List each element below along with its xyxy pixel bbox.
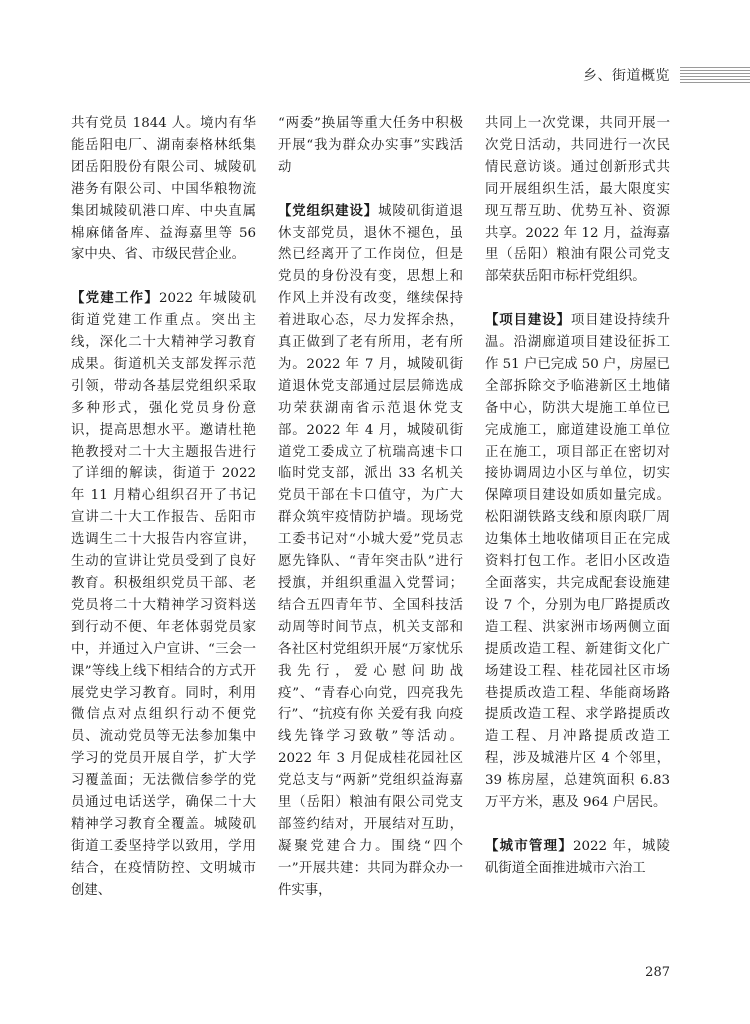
paragraph [485, 310, 670, 814]
section-heading: 【党建工作】 [71, 291, 159, 307]
paragraph-text: 项目建设持续升温。沿湖廊道项目建设征拆工作 51 户已完成 50 户，房屋已全部拆除交予临港新区土地储备中心，防洪大堤施工单位已完成施工，廊道建设施工单位正在施工，项目部正在密切对接协调周边小区与单位，切实保障项目建设如质如量完成。松阳湖铁路支线和原肉联厂周边集体土地收储项目正在完成资料打包工作。老旧小区改造全面落实，共完成配套设施建设 7 个，分别为电厂路提质改造工程、洪家洲市场两侧立面提质改造工程、新建街文化广场建设工程、桂花园社区市场巷提质改造工程、华能商场路提质改造工程、求学路提质改造工程、月冲路提质改造工程，涉及城港片区 4 个邻里，39 栋房屋，总建筑面积 6.83 万平方米，惠及 964 户居民。 [485, 313, 671, 811]
paragraph-text: 2022 年，城陵矶街道全面推进城市六治工 [485, 838, 670, 876]
text-column-1 [71, 113, 256, 902]
section-title: 乡、街道概览 [583, 68, 670, 84]
paragraph-text: 2022 年城陵矶街道党建工作重点。突出主线，深化二十大精神学习教育成果。街道机关支部发挥示范引领，带动各基层党组织采取多种形式，强化党员身份意识，提高思想水平。邀请杜艳艳教授对二十大主题报告进行了详细的解读，街道于 2022 年 11 月精心组织召开了书记宣讲二十大工作报告、岳阳市选调生二十大报告内容宣讲，生动的宣讲让党员受到了良好教育。积极组织党员干部、老党员将二十大精神学习资料送到行动不便、年老体弱党员家中，并通过入户宣讲、“三会一课”等线上线下相结合的方式开展党史学习教育。同时，利用微信点对点组织行动不便党员、流动党员等无法参加集中学习的党员开展自学，扩大学习覆盖面；无法微信参学的党员通过电话送学，确保二十大精神学习教育全覆盖。城陵矶街道工委坚持学以致用，学用结合，在疫情防控、文明城市创建、 [71, 291, 256, 898]
text-column-2 [278, 113, 463, 902]
text-column-3 [485, 113, 670, 880]
paragraph [278, 113, 463, 179]
section-heading: 【项目建设】 [485, 313, 571, 329]
paragraph [278, 201, 463, 902]
paragraph-text: 城陵矶街道退休支部党员，退休不褪色，虽然已经离开了工作岗位，但是党员的身份没有变，思想上和作风上并没有改变，继续保持着进取心态，尽力发挥余热，真正做到了老有所用，老有所为。2022 年 7 月，城陵矶街道退休党支部通过层层筛选成功荣获湖南省示范退休党支部。2022 年 4 月，城陵矶街道党工委成立了杭瑞高速卡口临时党支部，派出 33 名机关党员干部在卡口值守，为广大群众筑牢疫情防护墙。现场党工委书记对“小城大爱”党员志愿先锋队、“青年突击队”进行授旗，并组织重温入党誓词；结合五四青年节、全国科技活动周等时间节点，机关支部和各社区村党组织开展“万家忧乐我先行，爱心慰问助战疫”、“青春心向党，四亮我先行”、“抗疫有你 关爱有我 向疫线先锋学习致敬”等活动。2022 年 3 月促成桂花园社区党总支与“两新”党组织益海嘉里（岳阳）粮油有限公司党支部签约结对，开展结对互助，凝聚党建合力。围绕“四个一”开展共建：共同为群众办一件实事， [278, 203, 464, 898]
page-number: 287 [645, 965, 670, 980]
paragraph [71, 288, 256, 901]
header-rule-decoration [680, 67, 750, 83]
paragraph [485, 836, 670, 880]
paragraph-text: 共同上一次党课，共同开展一次党日活动，共同进行一次民情民意访谈。通过创新形式共同开展组织生活，最大限度实现互帮互助、优势互补、资源共享。2022 年 12 月，益海嘉里（岳阳）粮油有限公司党支部荣获岳阳市标杆党组织。 [485, 116, 670, 285]
section-heading: 【党组织建设】 [278, 203, 379, 219]
paragraph [71, 113, 256, 266]
section-heading: 【城市管理】 [485, 838, 573, 854]
paragraph-text: 共有党员 1844 人。境内有华能岳阳电厂、湖南泰格林纸集团岳阳股份有限公司、城陵矶港务有限公司、中国华粮物流集团城陵矶港口库、中央直属棉麻储备库、益海嘉里等 56 家中央、省、市级民营企业。 [71, 116, 256, 263]
paragraph [485, 113, 670, 288]
running-header [583, 62, 750, 88]
paragraph-text: “两委”换届等重大任务中积极开展“我为群众办实事”实践活动 [278, 116, 463, 175]
